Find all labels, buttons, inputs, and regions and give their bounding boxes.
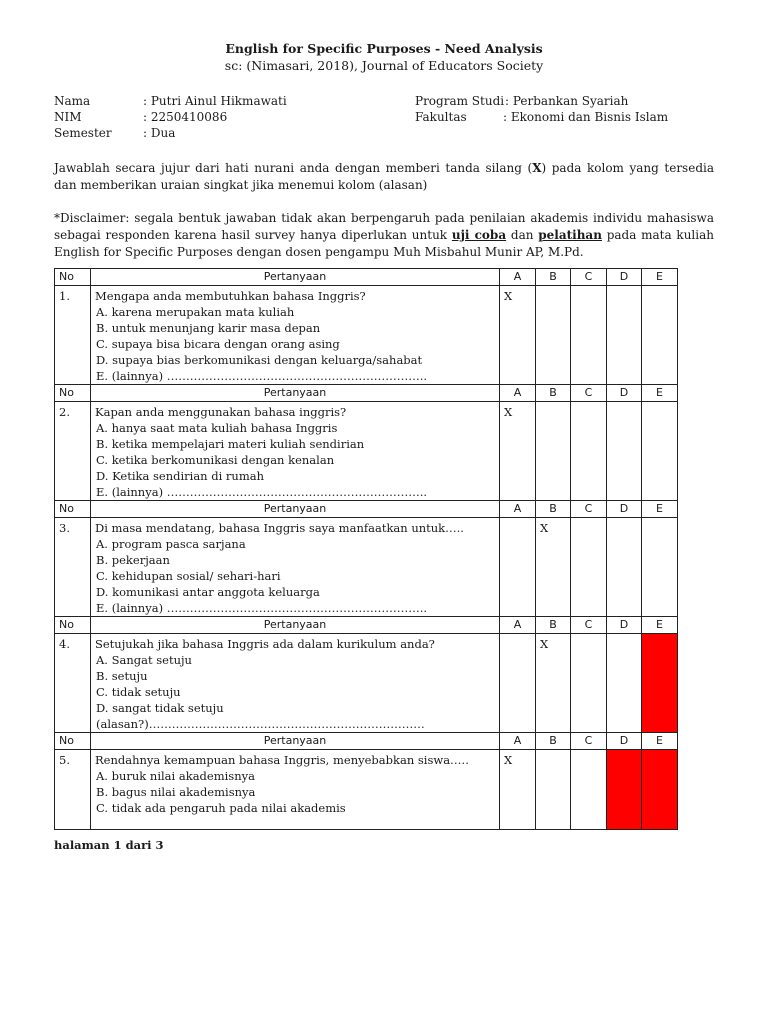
semester-label: Semester: [54, 126, 112, 140]
answer-option: E. (lainnya) …………………………………………………………..: [96, 601, 428, 615]
disclaimer-paragraph: [54, 210, 714, 261]
document-source: sc: (Nimasari, 2018), Journal of Educators Society: [224, 58, 544, 73]
header-question: Pertanyaan: [91, 385, 500, 402]
header-b: B: [536, 501, 571, 518]
answer-option: D. Ketika sendirian di rumah: [96, 469, 265, 483]
questionnaire-body: [55, 269, 678, 830]
header-no: No: [55, 501, 91, 518]
answer-option: C. tidak ada pengaruh pada nilai akademis: [96, 801, 346, 815]
header-a: A: [500, 501, 536, 518]
question-number: 3.: [55, 518, 91, 617]
header-a: A: [500, 617, 536, 634]
page-indicator: halaman 1 dari 3: [54, 838, 164, 852]
answer-cell-e[interactable]: [642, 286, 678, 385]
answer-option: A. buruk nilai akademisnya: [96, 769, 255, 783]
answer-cell-a[interactable]: [500, 518, 536, 617]
header-c: C: [571, 733, 607, 750]
answer-cell-a[interactable]: X: [500, 750, 536, 830]
answer-cell-d[interactable]: [607, 402, 642, 501]
answer-option: B. setuju: [96, 669, 148, 683]
header-no: No: [55, 269, 91, 286]
answer-option: C. kehidupan sosial/ sehari-hari: [96, 569, 281, 583]
nim-value: : 2250410086: [143, 110, 228, 124]
question-cell: [91, 402, 500, 501]
answer-cell-e[interactable]: [642, 634, 678, 733]
question-text: Di masa mendatang, bahasa Inggris saya manfaatkan untuk…..: [95, 521, 464, 535]
question-number: 2.: [55, 402, 91, 501]
question-text: Kapan anda menggunakan bahasa inggris?: [95, 405, 347, 419]
answer-option: D. supaya bias berkomunikasi dengan keluarga/sahabat: [96, 353, 423, 367]
header-c: C: [571, 501, 607, 518]
question-number: 4.: [55, 634, 91, 733]
answer-option: B. pekerjaan: [96, 553, 170, 567]
header-d: D: [607, 385, 642, 402]
answer-cell-a[interactable]: X: [500, 402, 536, 501]
nim-label: NIM: [54, 110, 82, 124]
questionnaire-table: [54, 268, 678, 830]
header-d: D: [607, 733, 642, 750]
question-row: [55, 402, 678, 501]
answer-cell-d[interactable]: [607, 750, 642, 830]
question-text: Rendahnya kemampuan bahasa Inggris, menyebabkan siswa…..: [95, 753, 469, 767]
answer-cell-e[interactable]: [642, 750, 678, 830]
question-cell: [91, 518, 500, 617]
question-row: [55, 286, 678, 385]
fakultas-label: Fakultas: [415, 110, 467, 124]
answer-option: A. Sangat setuju: [96, 653, 192, 667]
question-cell: [91, 750, 500, 830]
header-no: No: [55, 733, 91, 750]
answer-cell-c[interactable]: [571, 518, 607, 617]
answer-cell-b[interactable]: [536, 402, 571, 501]
header-d: D: [607, 501, 642, 518]
nama-label: Nama: [54, 94, 91, 108]
header-question: Pertanyaan: [91, 269, 500, 286]
instructions-x-mark: X: [532, 161, 542, 175]
header-no: No: [55, 617, 91, 634]
answer-option: E. (lainnya) …………………………………………………………..: [96, 369, 428, 383]
semester-value: : Dua: [143, 126, 176, 140]
header-question: Pertanyaan: [91, 733, 500, 750]
answer-cell-d[interactable]: [607, 634, 642, 733]
identity-block: [54, 93, 714, 145]
header-b: B: [536, 385, 571, 402]
answer-option: E. (lainnya) …………………………………………………………..: [96, 485, 428, 499]
header-b: B: [536, 269, 571, 286]
disclaimer-text-2: pada mata kuliah English for Specific Purposes dengan dosen pengampu Muh Misbahul Munir AP, M.Pd.: [54, 228, 714, 259]
table-header-row: [55, 269, 678, 286]
answer-option: A. program pasca sarjana: [96, 537, 246, 551]
instructions-text-1: Jawablah secara jujur dari hati nurani anda dengan memberi tanda silang (: [54, 161, 533, 175]
header-e: E: [642, 501, 678, 518]
nama-value: : Putri Ainul Hikmawati: [143, 94, 287, 108]
question-row: [55, 750, 678, 830]
header-a: A: [500, 269, 536, 286]
header-b: B: [536, 733, 571, 750]
answer-option: D. sangat tidak setuju: [96, 701, 224, 715]
question-number: 5.: [55, 750, 91, 830]
question-text: Mengapa anda membutuhkan bahasa Inggris?: [95, 289, 366, 303]
table-header-row: [55, 385, 678, 402]
answer-option: D. komunikasi antar anggota keluarga: [96, 585, 320, 599]
header-a: A: [500, 385, 536, 402]
table-header-row: [55, 617, 678, 634]
header-e: E: [642, 385, 678, 402]
answer-cell-c[interactable]: [571, 286, 607, 385]
answer-cell-c[interactable]: [571, 750, 607, 830]
header-question: Pertanyaan: [91, 501, 500, 518]
answer-cell-b[interactable]: [536, 750, 571, 830]
header-e: E: [642, 269, 678, 286]
header-d: D: [607, 269, 642, 286]
header-question: Pertanyaan: [91, 617, 500, 634]
prodi-value: : Perbankan Syariah: [505, 94, 629, 108]
answer-cell-c[interactable]: [571, 402, 607, 501]
answer-cell-b[interactable]: X: [536, 518, 571, 617]
question-row: [55, 634, 678, 733]
answer-cell-a[interactable]: X: [500, 286, 536, 385]
header-a: A: [500, 733, 536, 750]
fakultas-value: : Ekonomi dan Bisnis Islam: [503, 110, 669, 124]
answer-option: C. ketika berkomunikasi dengan kenalan: [96, 453, 335, 467]
answer-option: B. ketika mempelajari materi kuliah sendirian: [96, 437, 365, 451]
header-e: E: [642, 733, 678, 750]
table-header-row: [55, 501, 678, 518]
disclaimer-pelatihan: pelatihan: [538, 228, 602, 242]
disclaimer-uji-coba: uji coba: [451, 228, 507, 242]
instructions-text-2: ) pada kolom yang tersedia dan memberikan uraian singkat jika menemui kolom (alasan): [54, 161, 714, 192]
question-text: Setujukah jika bahasa Inggris ada dalam kurikulum anda?: [95, 637, 435, 651]
answer-cell-e[interactable]: [642, 518, 678, 617]
disclaimer-text-mid: dan: [506, 228, 539, 242]
answer-option: C. supaya bisa bicara dengan orang asing: [96, 337, 340, 351]
header-c: C: [571, 385, 607, 402]
document-title: English for Specific Purposes - Need Analysis: [225, 41, 543, 56]
answer-cell-a[interactable]: [500, 634, 536, 733]
header-c: C: [571, 617, 607, 634]
answer-option: B. bagus nilai akademisnya: [96, 785, 256, 799]
header-no: No: [55, 385, 91, 402]
question-row: [55, 518, 678, 617]
answer-option: (alasan?)………………………………………………………………: [96, 717, 425, 731]
document-page: [54, 40, 714, 261]
answer-cell-d[interactable]: [607, 286, 642, 385]
table-header-row: [55, 733, 678, 750]
header-c: C: [571, 269, 607, 286]
header-b: B: [536, 617, 571, 634]
question-cell: [91, 286, 500, 385]
question-cell: [91, 634, 500, 733]
prodi-label: Program Studi: [415, 94, 505, 108]
header-e: E: [642, 617, 678, 634]
answer-cell-e[interactable]: [642, 402, 678, 501]
answer-cell-c[interactable]: [571, 634, 607, 733]
answer-option: B. untuk menunjang karir masa depan: [96, 321, 321, 335]
answer-cell-d[interactable]: [607, 518, 642, 617]
question-number: 1.: [55, 286, 91, 385]
answer-cell-b[interactable]: [536, 286, 571, 385]
disclaimer-text-1: *Disclaimer: segala bentuk jawaban tidak akan berpengaruh pada penilaian akademis individu mahasiswa sebagai responden karena hasil survey hanya diperlukan untuk: [54, 211, 714, 242]
header-d: D: [607, 617, 642, 634]
answer-option: C. tidak setuju: [96, 685, 181, 699]
answer-cell-b[interactable]: X: [536, 634, 571, 733]
answer-option: A. hanya saat mata kuliah bahasa Inggris: [96, 421, 338, 435]
instructions-paragraph: [54, 160, 714, 194]
answer-option: A. karena merupakan mata kuliah: [96, 305, 295, 319]
